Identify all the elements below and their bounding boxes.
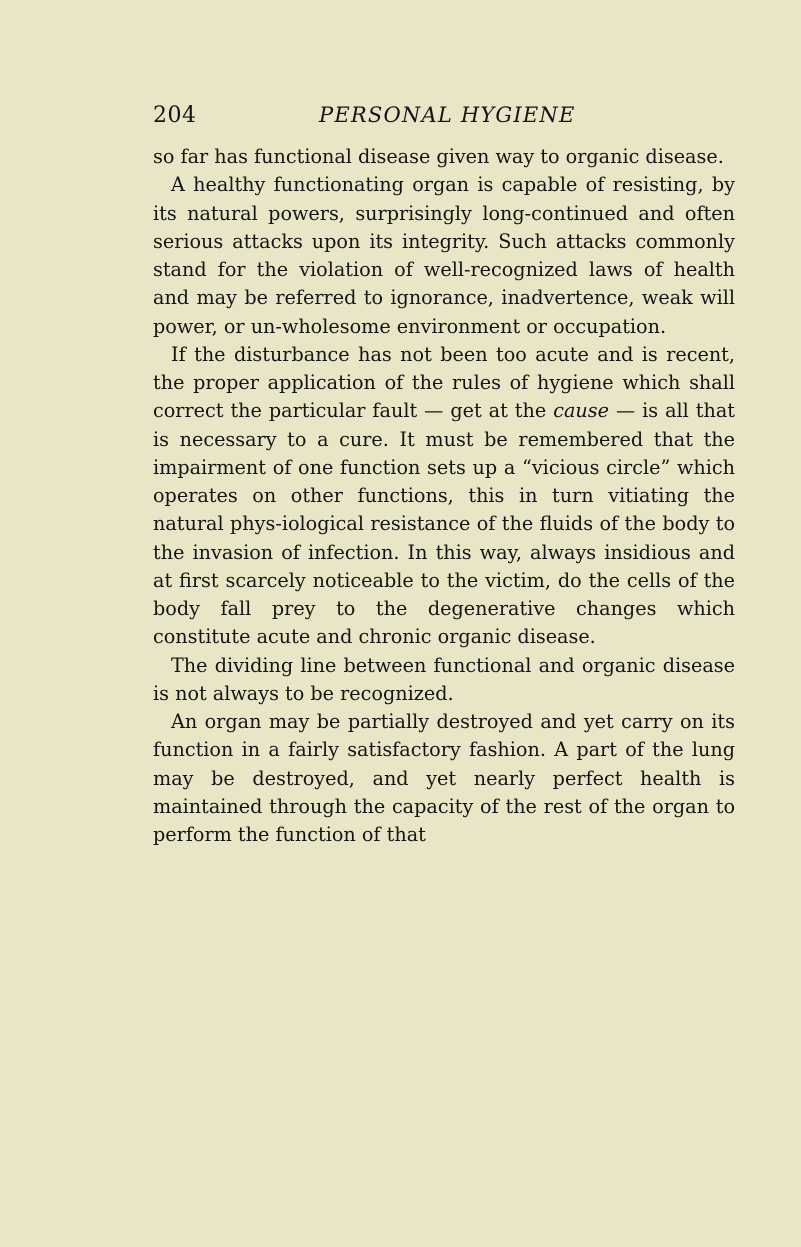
page-number: 204 (153, 103, 197, 128)
page-header (153, 103, 763, 133)
body-text (153, 143, 735, 849)
paragraph-3-text-start: If the disturbance has not been too acute and is recent, the proper application of the rules of hygiene which shall correct the particular fault — get at the (153, 342, 735, 423)
paragraph-2: A healthy functionating organ is capable of resisting, by its natural powers, surprisingly long-continued and often serious attacks upon its integrity. Such attacks commonly stand for the violation of well-recognized laws of health and may be referred to ignorance, inadvertence, weak will power, or un-wholesome environment or occupation. (153, 173, 735, 338)
paragraph-4: The dividing line between functional and organic disease is not always to be recognized. (153, 653, 735, 705)
paragraph-5: An organ may be partially destroyed and yet carry on its function in a fairly satisfactory fashion. A part of the lung may be destroyed, and yet nearly perfect health is maintained through the capacity of the rest of the organ to perform the function of that (153, 710, 735, 846)
paragraph-1: so far has functional disease given way to organic disease. (153, 145, 724, 168)
paragraph-3 (153, 341, 735, 652)
running-head: PERSONAL HYGIENE (319, 103, 576, 127)
paragraph-3-text-end: — is all that is necessary to a cure. It must be remembered that the impairment of one function sets up a “vicious circle” which operates on other functions, this in turn vitiating the natural phys-iological resistance of the fluids of the body to the invasion of infection. In this way, always insidious and at first scarcely noticeable to the victim, do the cells of the body fall prey to the degenerative changes which constitute acute and chronic organic disease. (153, 399, 735, 649)
italic-cause: cause (553, 399, 609, 423)
